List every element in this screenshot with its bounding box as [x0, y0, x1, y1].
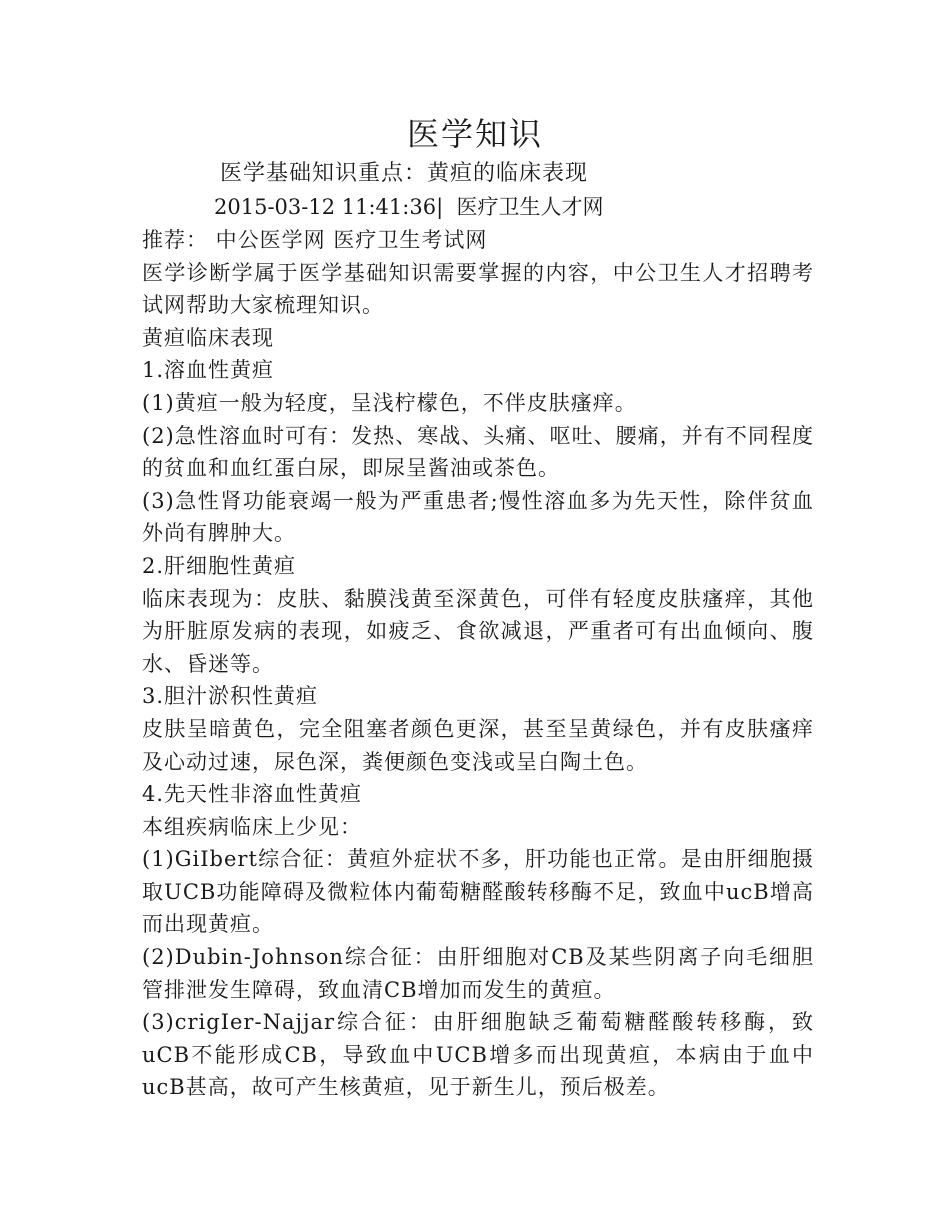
article-body	[142, 224, 814, 1104]
hepatocellular-paragraph-1: 临床表现为：皮肤、黏膜浅黄至深黄色，可伴有轻度皮肤瘙痒，其他为肝脏原发病的表现，如疲乏、食欲减退，严重者可有出血倾向、腹水、昏迷等。	[142, 586, 814, 676]
article-subtitle: 医学基础知识重点：黄疸的临床表现	[220, 161, 589, 186]
article-meta	[214, 191, 604, 223]
congenital-paragraph-4: (3)crigIer-Najjar综合征：由肝细胞缺乏葡萄糖醛酸转移酶，致uCB不能形成CB，导致血中UCB增多而出现黄疸，本病由于血中ucB甚高，故可产生核黄疸，见于新生儿，预后极差。	[142, 1010, 814, 1100]
section-heading-congenital: 4.先天性非溶血性黄疸	[142, 782, 363, 807]
hemolytic-paragraph-1: (1)黄疸一般为轻度，呈浅柠檬色，不伴皮肤瘙痒。	[142, 390, 637, 415]
hemolytic-paragraph-3: (3)急性肾功能衰竭一般为严重患者;慢性溶血多为先天性，除伴贫血外尚有脾肿大。	[142, 488, 814, 546]
section-heading-main: 黄疸临床表现	[142, 325, 274, 350]
section-heading-hepatocellular: 2.肝细胞性黄疸	[142, 553, 297, 578]
congenital-paragraph-2: (1)GiIbert综合征：黄疸外症状不多，肝功能也正常。是由肝细胞摄取UCB功能障碍及微粒体内葡萄糖醛酸转移酶不足，致血中ucB增高而出现黄疸。	[142, 847, 814, 937]
page-title: 医学知识	[406, 115, 543, 153]
congenital-paragraph-3: (2)Dubin-Johnson综合征：由肝细胞对CB及某些阴离子向毛细胆管排泄发生障碍，致血清CB增加而发生的黄疸。	[142, 945, 814, 1002]
section-heading-hemolytic: 1.溶血性黄疸	[142, 358, 275, 383]
source-name: 医疗卫生人才网	[456, 195, 604, 219]
recommend-line: 推荐： 中公医学网 医疗卫生考试网	[142, 228, 488, 252]
hemolytic-paragraph-2: (2)急性溶血时可有：发热、寒战、头痛、呕吐、腰痛，并有不同程度的贫血和血红蛋白尿，即尿呈酱油或茶色。	[142, 423, 814, 481]
publish-timestamp: 2015-03-12 11:41:36	[214, 195, 437, 219]
cholestatic-paragraph-1: 皮肤呈暗黄色，完全阻塞者颜色更深，甚至呈黄绿色，并有皮肤瘙痒及心动过速，尿色深，粪便颜色变浅或呈白陶土色。	[142, 716, 814, 774]
intro-paragraph: 医学诊断学属于医学基础知识需要掌握的内容，中公卫生人才招聘考试网帮助大家梳理知识。	[142, 260, 814, 318]
section-heading-cholestatic: 3.胆汁淤积性黄疸	[142, 684, 319, 709]
congenital-paragraph-1: 本组疾病临床上少见：	[142, 814, 362, 839]
meta-separator: |	[436, 195, 444, 219]
